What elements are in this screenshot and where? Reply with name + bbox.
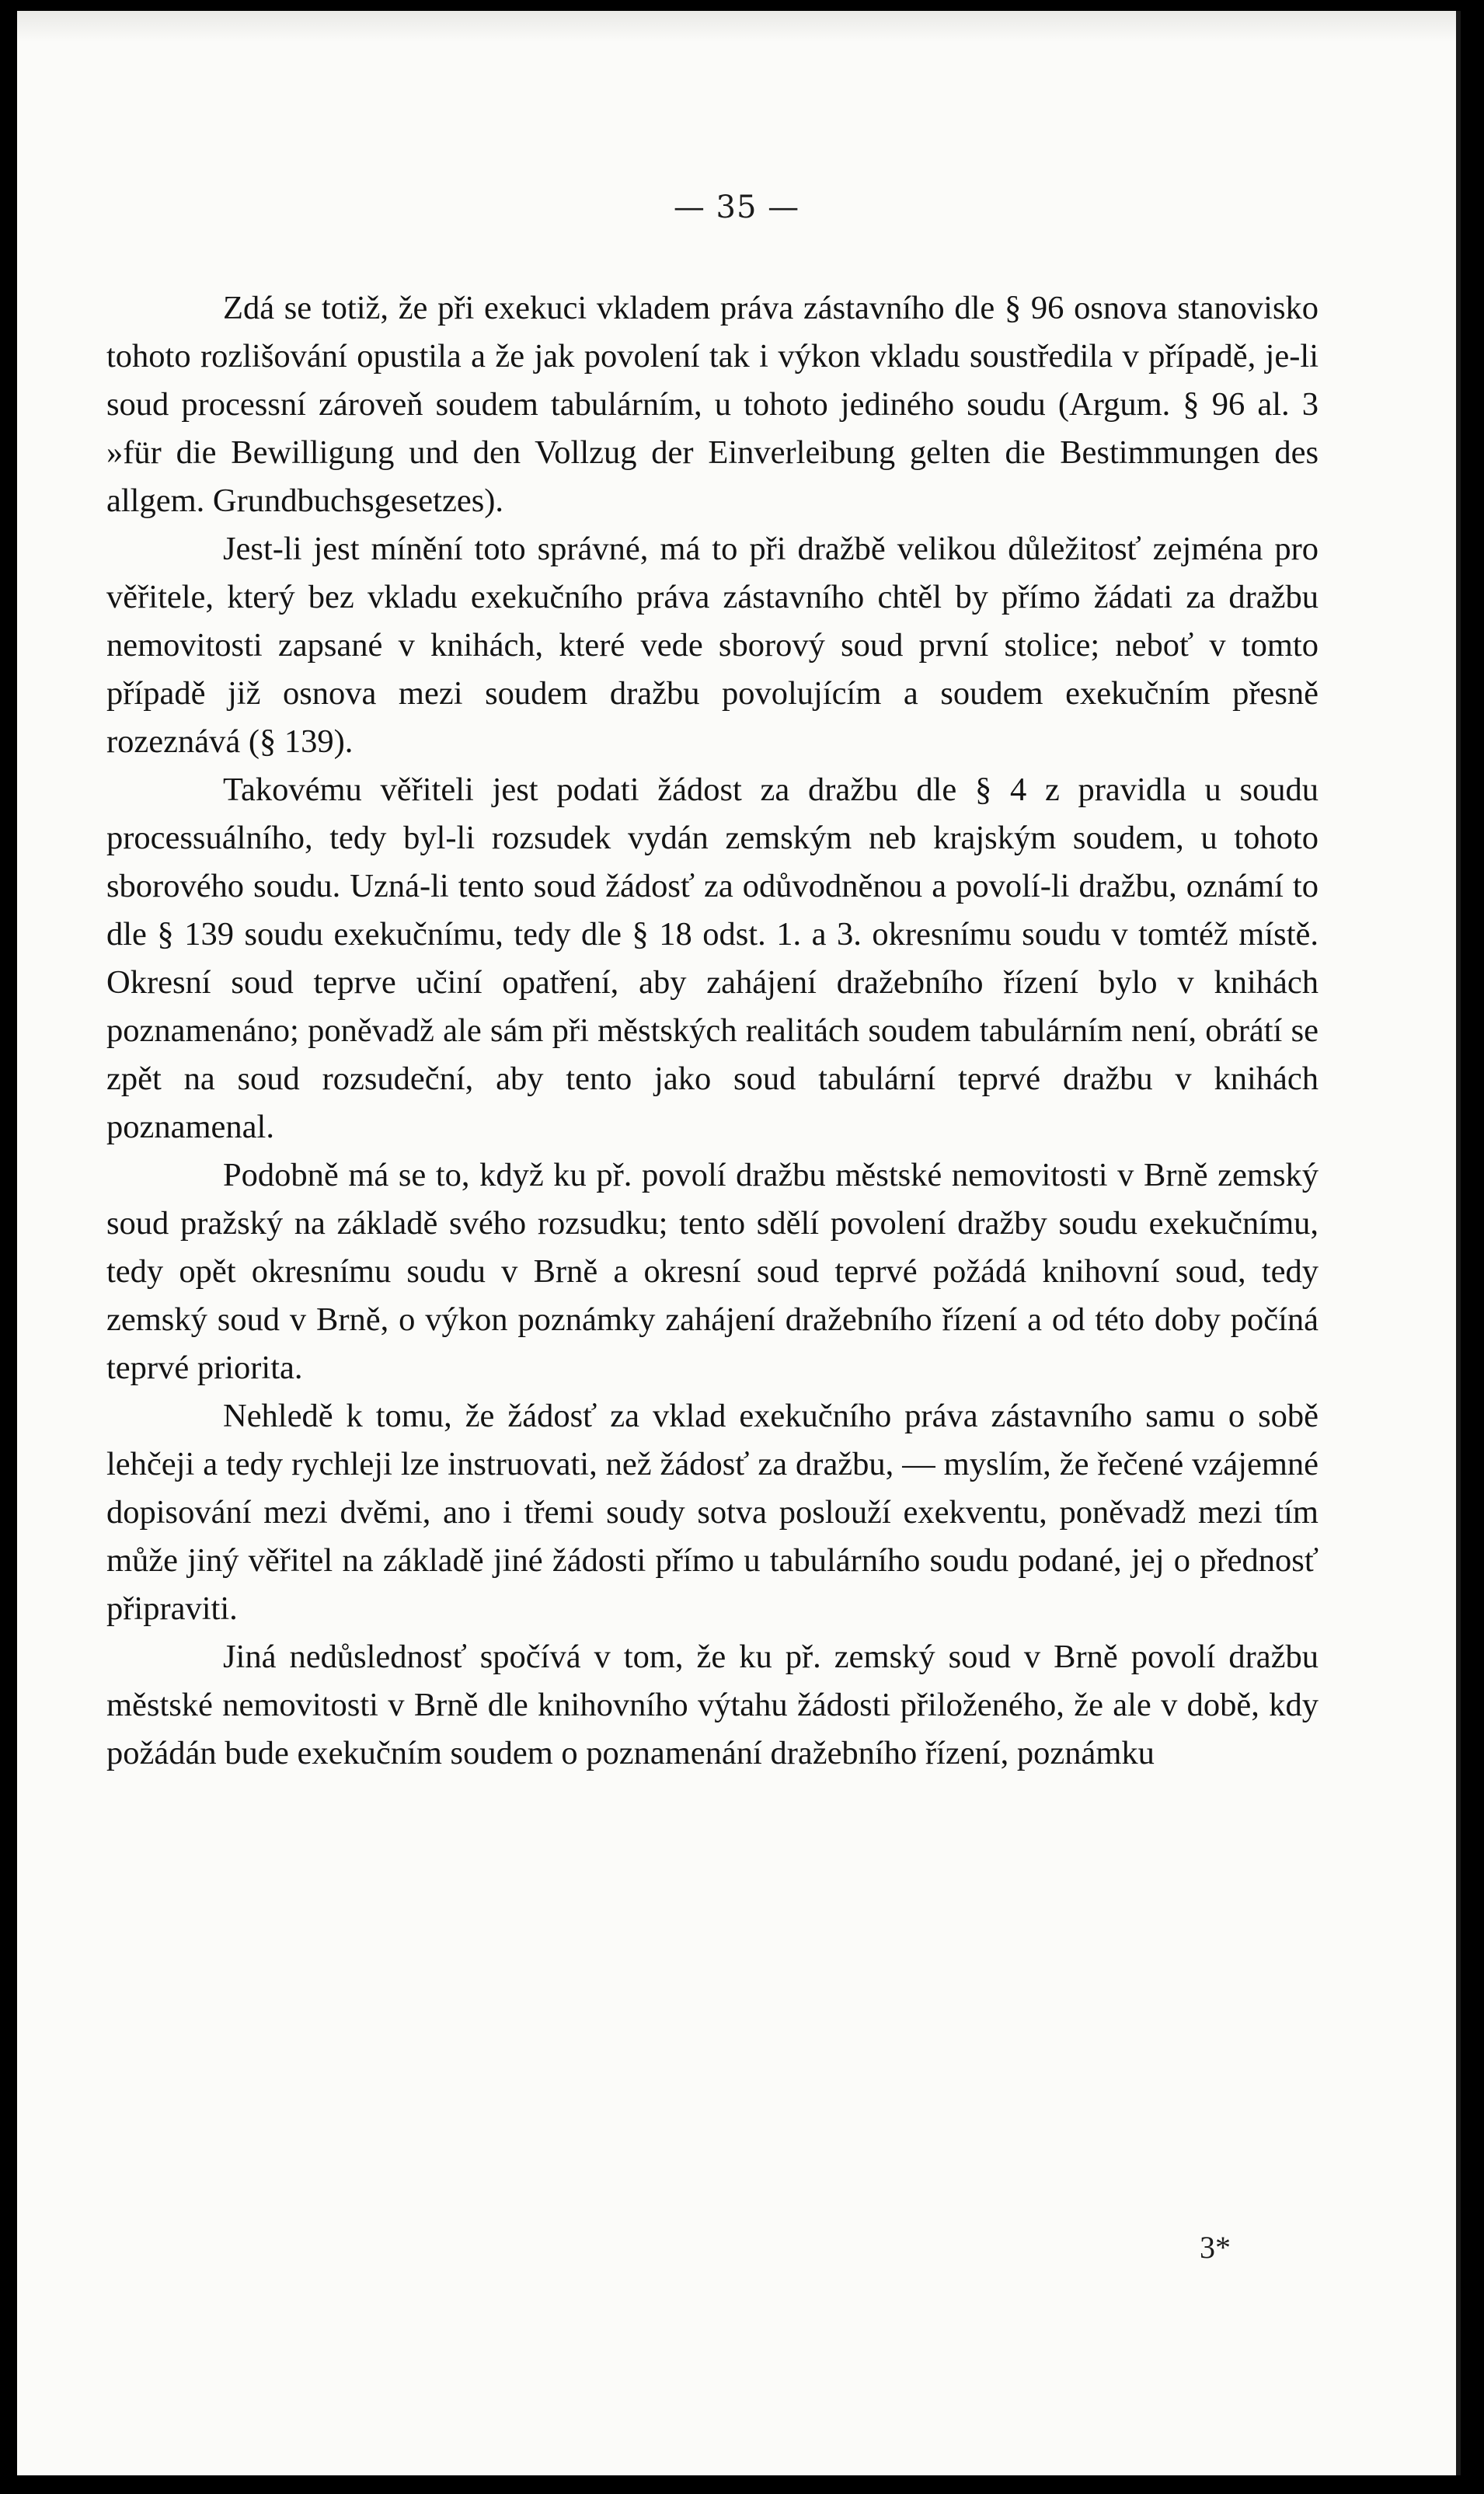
paragraph-3: Takovému věřiteli jest podati žádost za dražbu dle § 4 z pravidla u soudu processuálního, tedy byl-li rozsudek vydán zemským neb krajským soudem, u tohoto sborového soudu. Uzná-li tento soud žádosť za odůvodněnou a povolí-li dražbu, oznámí to dle § 139 soudu exekučnímu, tedy dle § 18 odst. 1. a 3. okresnímu soudu v tomtéž místě. Okresní soud teprve učiní opatření, aby zahájení dražebního řízení bylo v knihách poznamenáno; poněvadž ale sám při městských realitách soudem tabulárním není, obrátí se zpět na soud rozsudeční, aby tento jako soud tabulární teprvé dražbu v knihách poznamenal. [106, 772, 1319, 1145]
paragraph-1: Zdá se totiž, že při exekuci vkladem práva zástavního dle § 96 osnova stanovisko tohoto rozlišování opustila a že jak povolení tak i výkon vkladu soustředila v případě, je-li soud processní zároveň soudem tabulárním, u tohoto jediného soudu (Argum. § 96 al. 3 »für die Bewilligung und den Vollzug der Einverleibung gelten die Bestimmungen des allgem. Grundbuchsgesetzes). [106, 290, 1319, 519]
paragraph-6: Jiná nedůslednosť spočívá v tom, že ku př. zemský soud v Brně povolí dražbu městské nemovitosti v Brně dle knihovního výtahu žádosti přiloženého, že ale v době, kdy požádán bude exekučním soudem o poznamenání dražebního řízení, poznámku [106, 1639, 1319, 1771]
printer-signature-mark: 3* [1200, 2230, 1231, 2265]
body-text [106, 284, 1319, 1778]
document-page [17, 11, 1461, 2475]
paragraph-2: Jest-li jest mínění toto správné, má to při dražbě velikou důležitosť zejména pro věřitele, který bez vkladu exekučního práva zástavního chtěl by přímo žádati za dražbu nemovitosti zapsané v knihách, které vede sborový soud první stolice; neboť v tomto případě již osnova mezi soudem dražbu povolujícím a soudem exekučním přesně rozeznává (§ 139). [106, 531, 1319, 760]
paragraph-4: Podobně má se to, když ku př. povolí dražbu městské nemovitosti v Brně zemský soud pražský na základě svého rozsudku; tento sdělí povolení dražby soudu exekučnímu, tedy opět okresnímu soudu v Brně a okresní soud teprvé požádá knihovní soud, tedy zemský soud v Brně, o výkon poznámky zahájení dražebního řízení a od této doby počíná teprvé priorita. [106, 1157, 1319, 1386]
page-number: — 35 — [673, 190, 800, 225]
paragraph-5: Nehledě k tomu, že žádosť za vklad exekučního práva zástavního samu o sobě lehčeji a tedy rychleji lze instruovati, než žádosť za dražbu, — myslím, že řečené vzájemné dopisování mezi dvěmi, ano i třemi soudy sotva poslouží exekventu, poněvadž mezi tím může jiný věřitel na základě jiné žádosti přímo u tabulárního soudu podané, jej o přednosť připraviti. [106, 1398, 1319, 1627]
